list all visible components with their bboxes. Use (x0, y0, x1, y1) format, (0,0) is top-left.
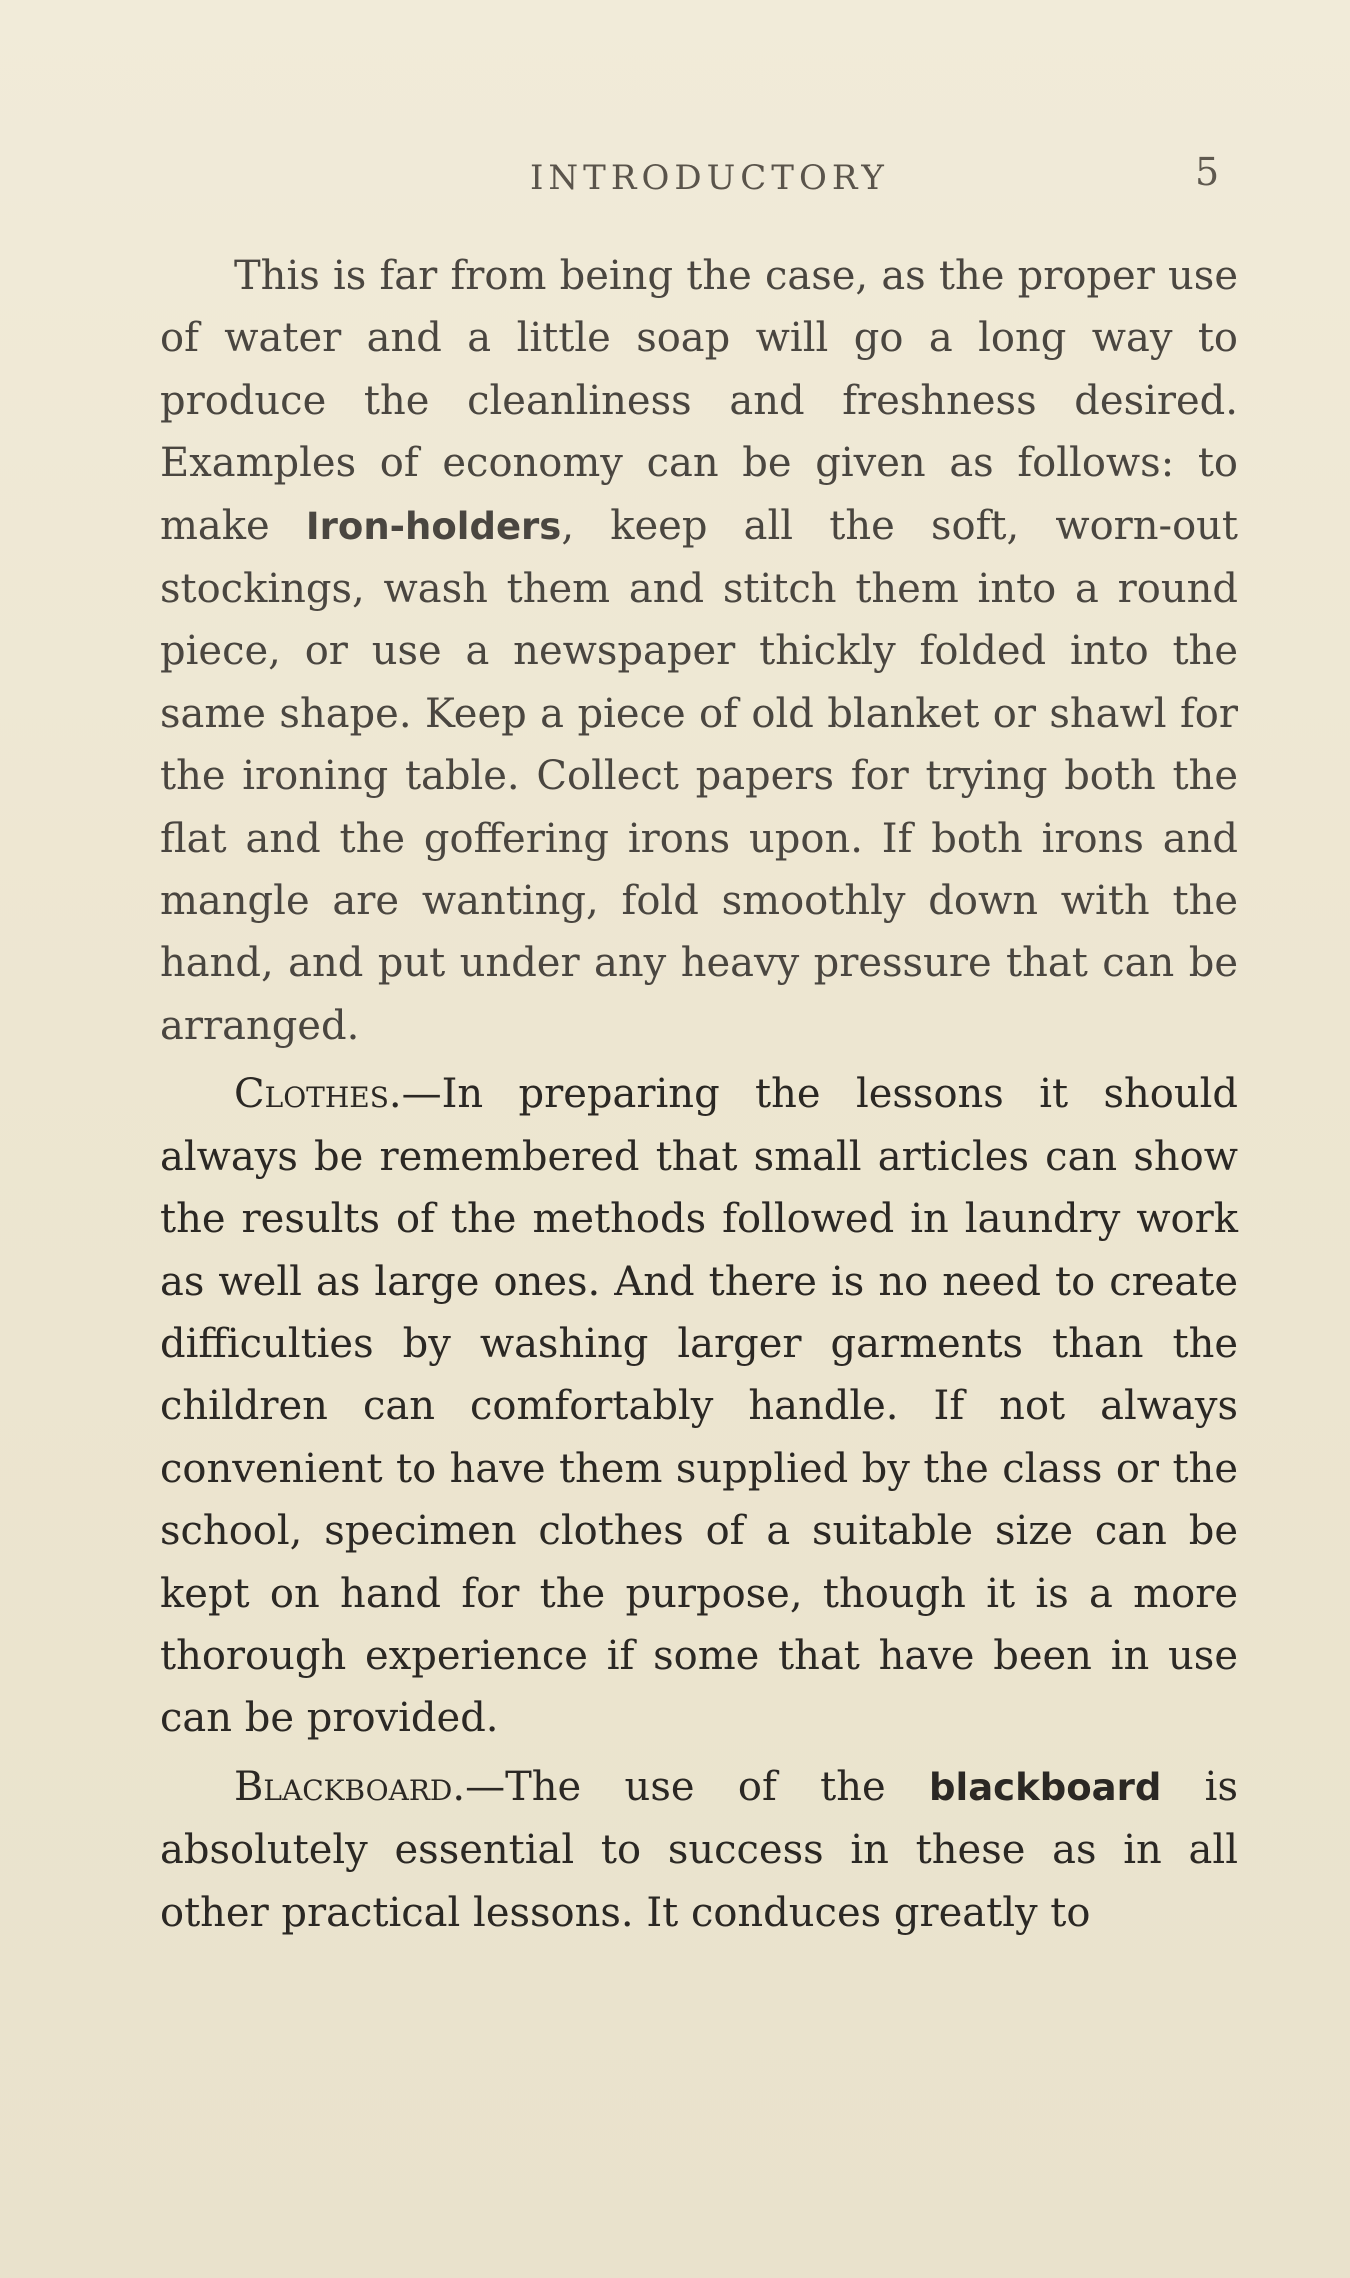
paragraph-text: —The use of the (465, 1763, 930, 1810)
paragraph-text: This is far from being the case, as the proper use of water and a little soap will go a long way to produce the cleanliness and freshness desired. Examples of economy can be given as follows: to make (160, 253, 1238, 549)
paragraph-text: —In preparing the lessons it should always be remembered that small articles can show the results of the methods followed in laundry work as well as large ones. And there is no need to create difficulties by washing larger garments than the children can comfortably handle. If not always convenient to have them supplied by the class or the school, specimen clothes of a suitable size can be kept on hand for the purpose, though it is a more thorough experience if some that have been in use can be provided. (160, 1071, 1238, 1742)
page-number: 5 (1195, 150, 1220, 194)
body-text (160, 245, 1238, 1944)
section-heading-clothes: Clothes. (234, 1071, 402, 1118)
paragraph-economy (160, 245, 1238, 1057)
bold-term-iron-holders: Iron-holders (305, 504, 562, 548)
bold-term-blackboard: blackboard (929, 1765, 1162, 1809)
paragraph-blackboard (160, 1756, 1238, 1944)
paragraph-text: , keep all the soft, worn-out stockings, wash them and stitch them into a round piece, or use a newspaper thickly folded into the same shape. Keep a piece of old blanket or shawl for the ironing table. Collect papers for trying both the flat and the goffering irons upon. If both irons and mangle are wanting, fold smoothly down with the hand, and put under any heavy pressure that can be arranged. (160, 502, 1238, 1049)
section-heading-blackboard: Blackboard. (234, 1763, 466, 1810)
running-head (0, 150, 1350, 210)
paragraph-text: is absolutely essential to success in these as in all other practical lessons. It conduces greatly to (160, 1763, 1239, 1936)
running-title: INTRODUCTORY (530, 158, 889, 198)
paragraph-clothes (160, 1063, 1238, 1749)
